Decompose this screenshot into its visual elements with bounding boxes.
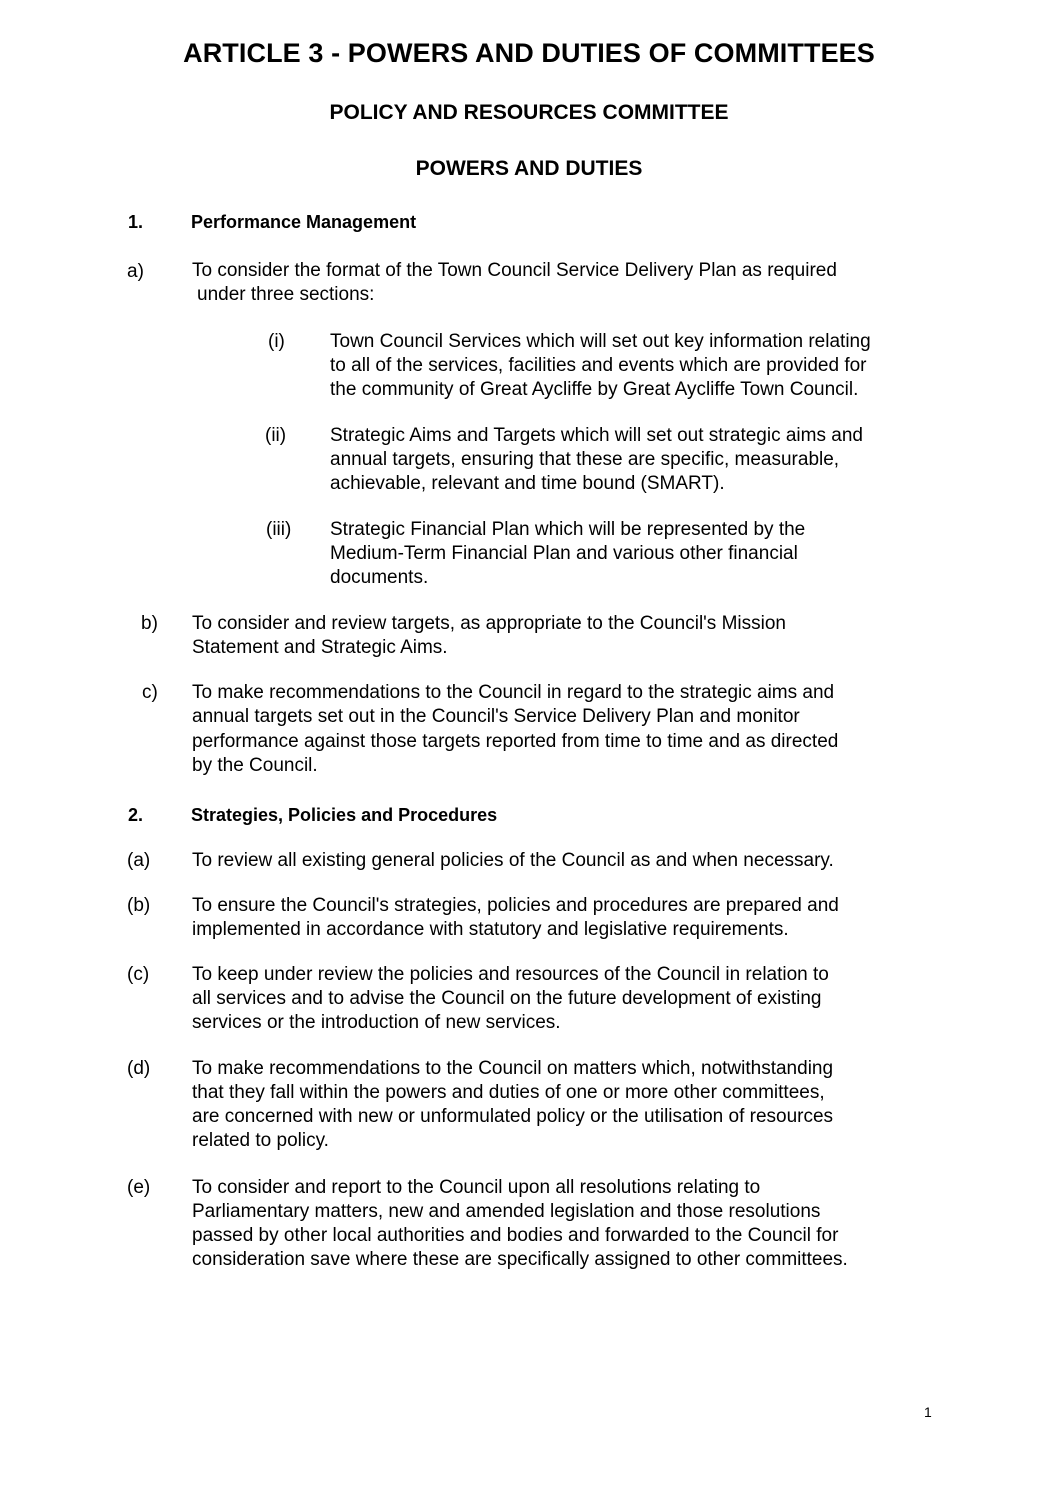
item-text: To ensure the Council's strategies, policies and procedures are prepared and	[192, 895, 839, 916]
item-text: To consider and report to the Council upon all resolutions relating to	[192, 1177, 761, 1198]
item-label: (a)	[127, 850, 151, 871]
item-label: (b)	[127, 895, 151, 916]
item-text: annual targets, ensuring that these are specific, measurable,	[330, 449, 840, 470]
item-text: To make recommendations to the Council in regard to the strategic aims and	[192, 682, 835, 703]
item-text: Strategic Aims and Targets which will set out strategic aims and	[330, 425, 863, 446]
item-text: achievable, relevant and time bound (SMART).	[330, 473, 725, 494]
item-text: the community of Great Aycliffe by Great Aycliffe Town Council.	[330, 379, 859, 400]
committee-title: POLICY AND RESOURCES COMMITTEE	[329, 101, 729, 124]
section-2-title: Strategies, Policies and Procedures	[191, 805, 498, 825]
item-text: To make recommendations to the Council on matters which, notwithstanding	[192, 1058, 834, 1079]
item-text: under three sections:	[197, 284, 375, 305]
item-text: Statement and Strategic Aims.	[192, 637, 448, 658]
item-label: b)	[141, 613, 158, 634]
document-title: ARTICLE 3 - POWERS AND DUTIES OF COMMITTEES	[183, 38, 875, 68]
item-text: To consider the format of the Town Council Service Delivery Plan as required	[192, 260, 837, 281]
item-text: To consider and review targets, as appropriate to the Council's Mission	[192, 613, 786, 634]
item-text: Town Council Services which will set out key information relating	[330, 331, 871, 352]
item-label: a)	[127, 261, 144, 282]
item-text: all services and to advise the Council on the future development of existing	[192, 988, 822, 1009]
section-1-title: Performance Management	[191, 212, 417, 232]
item-text: to all of the services, facilities and events which are provided for	[330, 355, 867, 376]
item-label: (e)	[127, 1177, 151, 1198]
powers-duties-heading: POWERS AND DUTIES	[415, 157, 643, 180]
item-label: (ii)	[265, 425, 287, 446]
item-text: Parliamentary matters, new and amended legislation and those resolutions	[192, 1201, 821, 1222]
page-number: 1	[924, 1404, 932, 1420]
item-text: annual targets set out in the Council's Service Delivery Plan and monitor	[192, 706, 800, 727]
item-label: (d)	[127, 1058, 151, 1079]
item-text: Medium-Term Financial Plan and various other financial	[330, 543, 798, 564]
item-text: implemented in accordance with statutory and legislative requirements.	[192, 919, 789, 940]
section-2-number: 2.	[128, 805, 144, 825]
section-1-number: 1.	[128, 212, 144, 232]
item-text: that they fall within the powers and duties of one or more other committees,	[192, 1082, 825, 1103]
item-text: To review all existing general policies of the Council as and when necessary.	[192, 850, 834, 871]
item-text: consideration save where these are specifically assigned to other committees.	[192, 1249, 848, 1270]
item-text: services or the introduction of new services.	[192, 1012, 561, 1033]
item-text: are concerned with new or unformulated policy or the utilisation of resources	[192, 1106, 834, 1127]
item-text: Strategic Financial Plan which will be represented by the	[330, 519, 806, 540]
item-text: passed by other local authorities and bodies and forwarded to the Council for	[192, 1225, 839, 1246]
item-text: related to policy.	[192, 1130, 329, 1151]
item-label: c)	[142, 682, 158, 703]
item-text: performance against those targets reported from time to time and as directed	[192, 731, 839, 752]
item-label: (c)	[127, 964, 150, 985]
item-label: (i)	[268, 331, 285, 352]
item-text: documents.	[330, 567, 429, 588]
item-label: (iii)	[266, 519, 292, 540]
item-text: by the Council.	[192, 755, 318, 776]
item-text: To keep under review the policies and resources of the Council in relation to	[192, 964, 829, 985]
